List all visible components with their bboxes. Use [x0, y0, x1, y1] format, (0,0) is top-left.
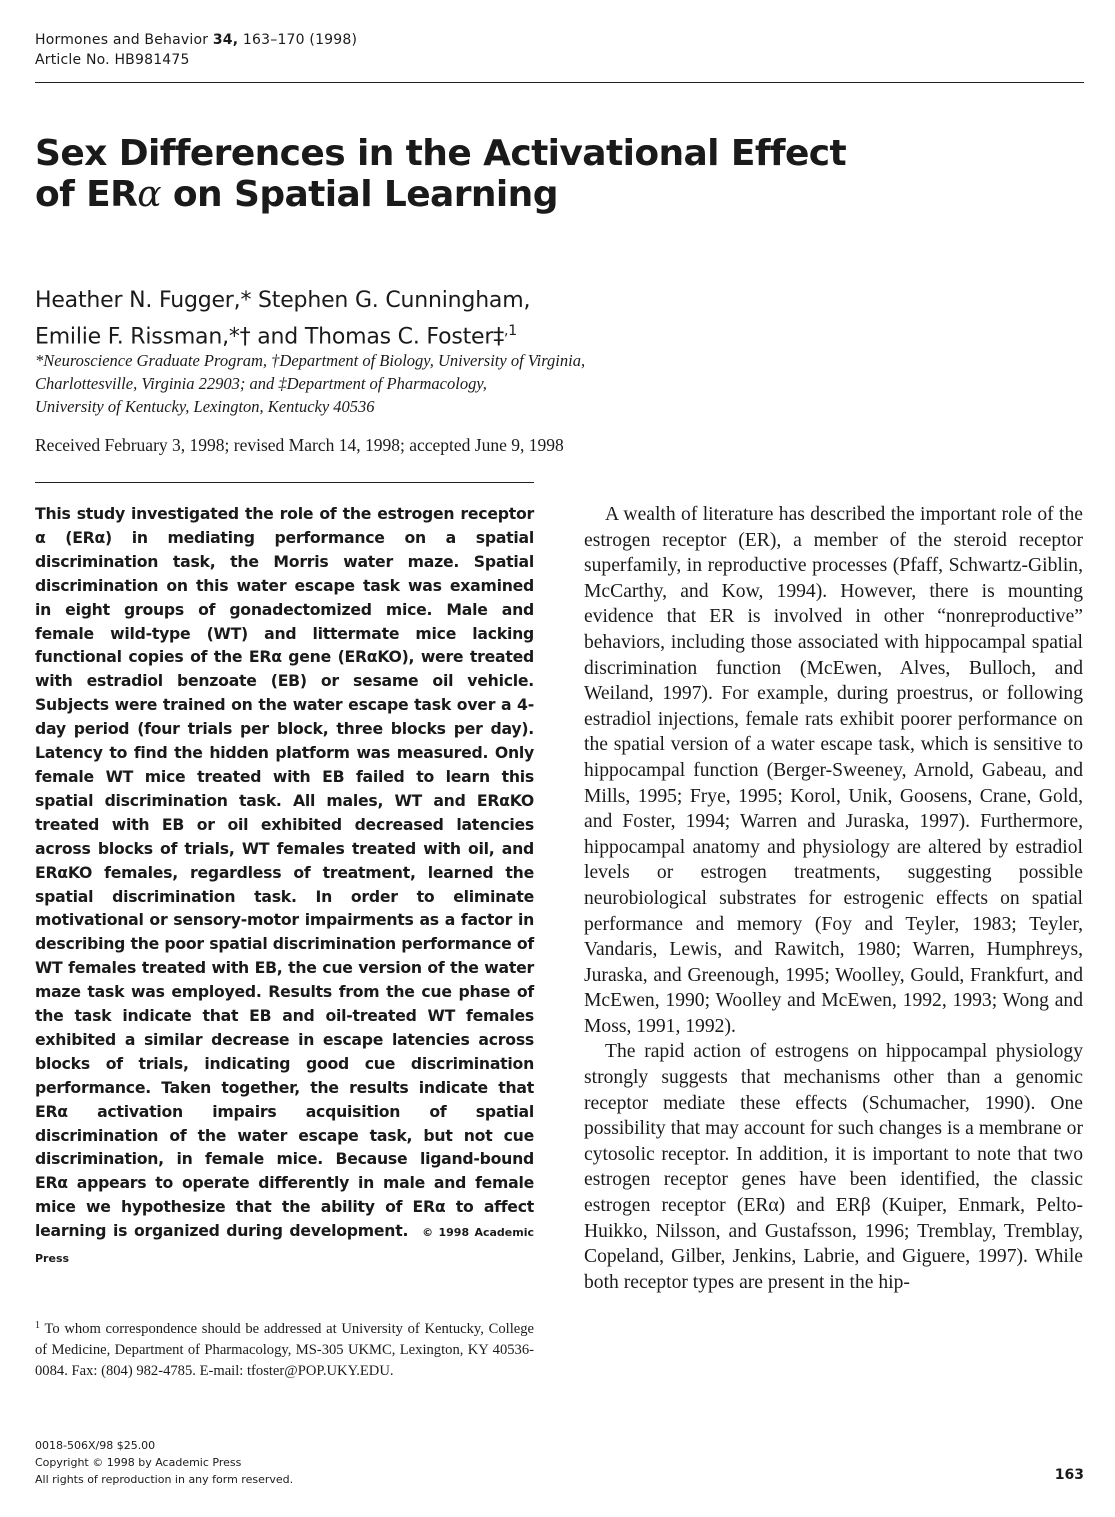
abstract-text: This study investigated the role of the estrogen receptor α (ERα) in mediating performance on a spatial discrimination task, the Morris water maze. Spatial discrimination on this water escape task was examined in eight groups of gonadectomized mice. Male and female wild-type (WT) and littermate mice lacking functional copies of the ERα gene (ERαKO), were treated with estradiol benzoate (EB) or sesame oil vehicle. Subjects were trained on the water escape task over a 4-day period (four trials per block, three blocks per day). Latency to find the hidden platform was measured. Only female WT mice treated with EB failed to learn this spatial discrimination task. All males, WT and ERαKO treated with EB or oil exhibited decreased latencies across blocks of trials, WT females treated with oil, and ERαKO females, regardless of treatment, learned the spatial discrimination task. In order to eliminate motivational or sensory-motor impairments as a factor in describing the poor spatial discrimination performance of WT females treated with EB, the cue version of the water maze task was employed. Results from the cue phase of the task indicate that EB and oil-treated WT females exhibited a similar decrease in escape latencies across blocks of trials, indicating good cue discrimination performance. Taken together, the results indicate that ERα activation impairs acquisition of spatial discrimination of the water escape task, but not cue discrimination, in female mice. Because ligand-bound ERα appears to operate differently in male and female mice we hypothesize that the ability of ERα to affect learning is organized during development.	[35, 504, 534, 1241]
journal-name: Hormones and Behavior	[35, 32, 209, 48]
authors-line-2: Emilie F. Rissman,*† and Thomas C. Foster‡	[35, 324, 505, 350]
abstract	[35, 502, 534, 1271]
affiliation-line: *Neuroscience Graduate Program, †Department of Biology, University of Virginia,	[35, 351, 586, 370]
title-line-2-prefix: of ER	[35, 174, 138, 215]
page-number: 163	[1054, 1467, 1084, 1483]
affiliations	[35, 349, 585, 418]
article-title	[35, 133, 855, 215]
footer-copyright: Copyright © 1998 by Academic Press	[35, 1456, 242, 1469]
title-alpha-symbol: α	[137, 174, 161, 215]
body-column	[584, 502, 1083, 1295]
correspondence-footnote	[35, 1315, 534, 1382]
title-line-1: Sex Differences in the Activational Effect	[35, 133, 847, 174]
author-footnote-mark: ,1	[504, 323, 517, 339]
author-list	[35, 286, 530, 352]
journal-citation	[35, 30, 357, 50]
journal-volume: 34,	[212, 32, 239, 48]
footnote-mark: 1	[35, 1320, 40, 1331]
affiliation-line: Charlottesville, Virginia 22903; and ‡Department of Pharmacology,	[35, 374, 487, 393]
journal-pages: 163–170 (1998)	[242, 32, 358, 48]
body-paragraph: A wealth of literature has described the important role of the estrogen receptor (ER), a member of the steroid receptor superfamily, in reproductive processes (Pfaff, Schwartz-Giblin, McCarthy, and Kow, 1994). However, there is mounting evidence that ER is involved in other “nonreproductive” behaviors, including those associated with hippocampal spatial discrimination function (McEwen, Alves, Bulloch, and Weiland, 1997). For example, during proestrus, or following estradiol injections, female rats exhibit poorer performance on the spatial version of a water escape task, which is sensitive to hippocampal function (Berger-Sweeney, Arnold, Gabeau, and Mills, 1995; Frye, 1995; Korol, Unik, Goosens, Crane, Gold, and Foster, 1994; Warren and Juraska, 1997). Furthermore, hippocampal anatomy and physiology are altered by estradiol levels or estrogen treatments, suggesting possible neurobiological substrates for estrogenic effects on spatial performance and memory (Foy and Teyler, 1983; Teyler, Vandaris, Lewis, and Rawitch, 1980; Warren, Humphreys, Juraska, and Greenough, 1995; Woolley, Gould, Frankfurt, and McEwen, 1990; Woolley and McEwen, 1992, 1993; Wong and Moss, 1991, 1992).	[584, 504, 1083, 1037]
footer-rights: All rights of reproduction in any form reserved.	[35, 1473, 294, 1486]
abstract-divider	[35, 482, 534, 483]
authors-line-1: Heather N. Fugger,* Stephen G. Cunningham,	[35, 288, 531, 313]
issn-price: 0018-506X/98 $25.00	[35, 1439, 156, 1452]
footnote-text: To whom correspondence should be addressed at University of Kentucky, College of Medicine, Department of Pharmacology, MS-305 UKMC, Lexington, KY 40536-0084. Fax: (804) 982-4785. E-mail: tfoster@POP.UKY.EDU.	[35, 1321, 534, 1379]
title-line-2-suffix: on Spatial Learning	[160, 174, 558, 215]
journal-header	[35, 30, 357, 70]
authors-line-2-wrap	[35, 316, 530, 352]
received-dates: Received February 3, 1998; revised March 14, 1998; accepted June 9, 1998	[35, 435, 564, 455]
body-paragraph: The rapid action of estrogens on hippocampal physiology strongly suggests that mechanisms other than a genomic receptor mediate these effects (Schumacher, 1990). One possibility that may account for such changes is a membrane or cytosolic receptor. In addition, it is important to note that two estrogen receptor genes have been identified, the classic estrogen receptor (ERα) and ERβ (Kuiper, Enmark, Pelto-Huikko, Nilsson, and Gustafsson, 1996; Tremblay, Tremblay, Copeland, Gilber, Jenkins, Labrie, and Giguere, 1997). While both receptor types are present in the hip-	[584, 1041, 1083, 1293]
article-number: Article No. HB981475	[35, 52, 190, 68]
abstract-copyright: © 1998 Academic Press	[35, 1226, 534, 1266]
footer-info	[35, 1437, 293, 1488]
header-divider	[35, 82, 1084, 83]
affiliation-line: University of Kentucky, Lexington, Kentucky 40536	[35, 397, 375, 416]
